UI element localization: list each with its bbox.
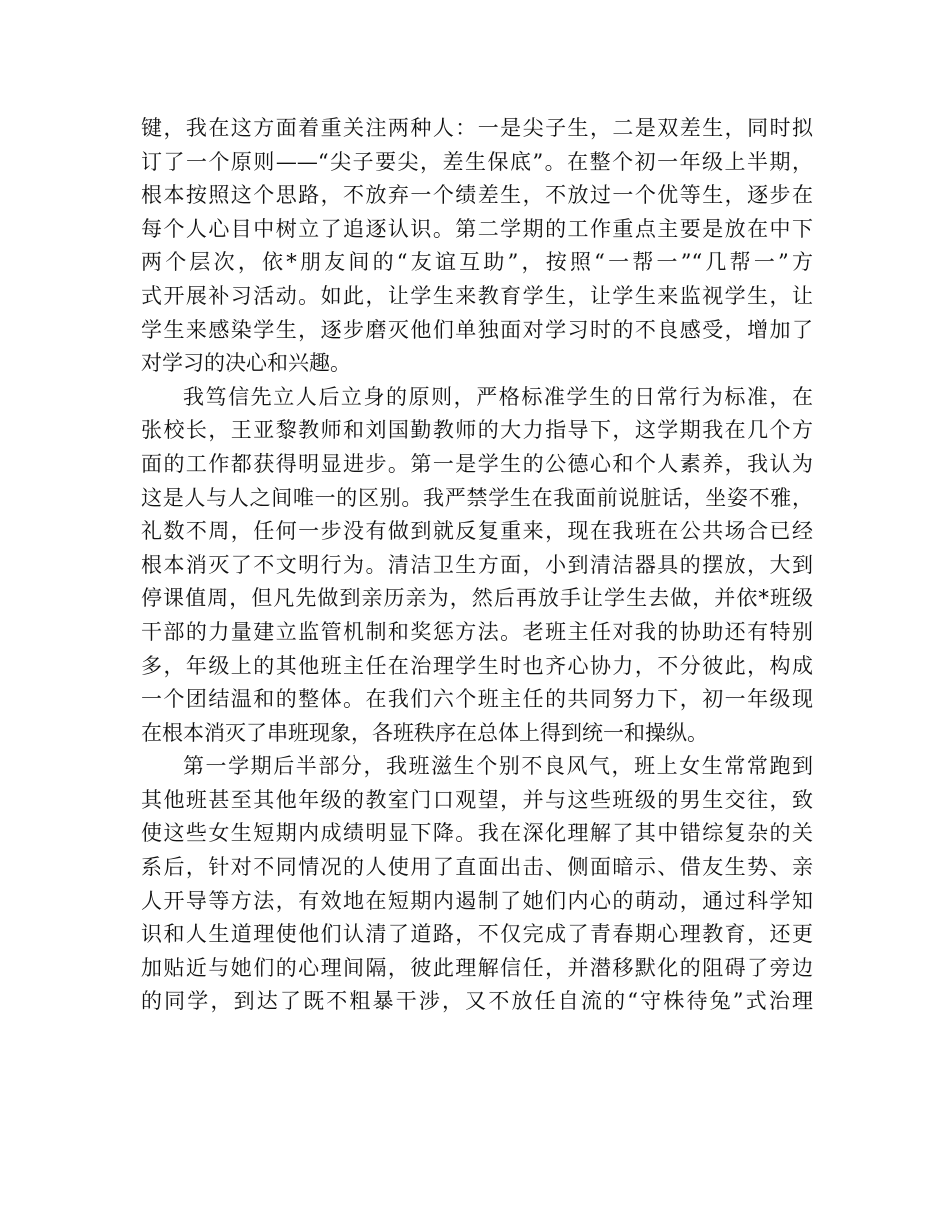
- text-line: 两个层次，依*朋友间的“友谊互助”，按照“一帮一”“几帮一”方: [141, 250, 813, 275]
- text-line: 停课值周，但凡先做到亲历亲为，然后再放手让学生去做，并依*班级: [141, 586, 813, 611]
- text-line: 面的工作都获得明显进步。第一是学生的公德心和个人素养，我认为: [141, 451, 813, 476]
- text-line: 系后，针对不同情况的人使用了直面出击、侧面暗示、借友生势、亲: [141, 855, 813, 880]
- text-line: 其他班甚至其他年级的教室门口观望，并与这些班级的男生交往，致: [141, 787, 813, 812]
- paragraph-1: [141, 112, 813, 381]
- paragraph-2: [141, 381, 813, 751]
- text-line: 对学习的决心和兴趣。: [141, 351, 351, 376]
- text-line: 这是人与人之间唯一的区别。我严禁学生在我面前说脏话，坐姿不雅，: [141, 485, 813, 510]
- paragraph-3: [141, 750, 813, 1019]
- text-line: 根本消灭了不文明行为。清洁卫生方面，小到清洁器具的摆放，大到: [141, 552, 813, 577]
- text-line: 键，我在这方面着重关注两种人：一是尖子生，二是双差生，同时拟: [141, 116, 813, 140]
- text-line: 在根本消灭了串班现象，各班秩序在总体上得到统一和操纵。: [141, 720, 708, 745]
- text-line: 第一学期后半部分，我班滋生个别不良风气，班上女生常常跑到: [183, 754, 813, 779]
- text-line: 订了一个原则——“尖子要尖，差生保底”。在整个初一年级上半期，: [141, 149, 813, 174]
- text-line: 加贴近与她们的心理间隔，彼此理解信任，并潜移默化的阻碍了旁边: [141, 955, 813, 980]
- text-line: 人开导等方法，有效地在短期内遏制了她们内心的萌动，通过科学知: [141, 888, 813, 913]
- body-text: [141, 112, 813, 1019]
- text-line: 识和人生道理使他们认清了道路，不仅完成了青春期心理教育，还更: [141, 922, 813, 947]
- text-line: 根本按照这个思路，不放弃一个绩差生，不放过一个优等生，逐步在: [141, 183, 813, 208]
- text-line: 的同学，到达了既不粗暴干涉，又不放任自流的“守株待兔”式治理: [141, 989, 813, 1014]
- text-line: 我笃信先立人后立身的原则，严格标准学生的日常行为标准，在: [183, 384, 813, 409]
- text-line: 学生来感染学生，逐步磨灭他们单独面对学习时的不良感受，增加了: [141, 317, 813, 342]
- text-line: 张校长，王亚黎教师和刘国勤教师的大力指导下，这学期我在几个方: [141, 418, 813, 443]
- text-line: 式开展补习活动。如此，让学生来教育学生，让学生来监视学生，让: [141, 283, 813, 308]
- text-line: 干部的力量建立监管机制和奖惩方法。老班主任对我的协助还有特别: [141, 619, 813, 644]
- text-line: 使这些女生短期内成绩明显下降。我在深化理解了其中错综复杂的关: [141, 821, 813, 846]
- text-line: 一个团结温和的整体。在我们六个班主任的共同努力下，初一年级现: [141, 687, 813, 712]
- text-line: 每个人心目中树立了追逐认识。第二学期的工作重点主要是放在中下: [141, 216, 813, 241]
- text-line: 礼数不周，任何一步没有做到就反复重来，现在我班在公共场合已经: [141, 519, 813, 544]
- text-line: 多，年级上的其他班主任在治理学生时也齐心协力，不分彼此，构成: [141, 653, 813, 678]
